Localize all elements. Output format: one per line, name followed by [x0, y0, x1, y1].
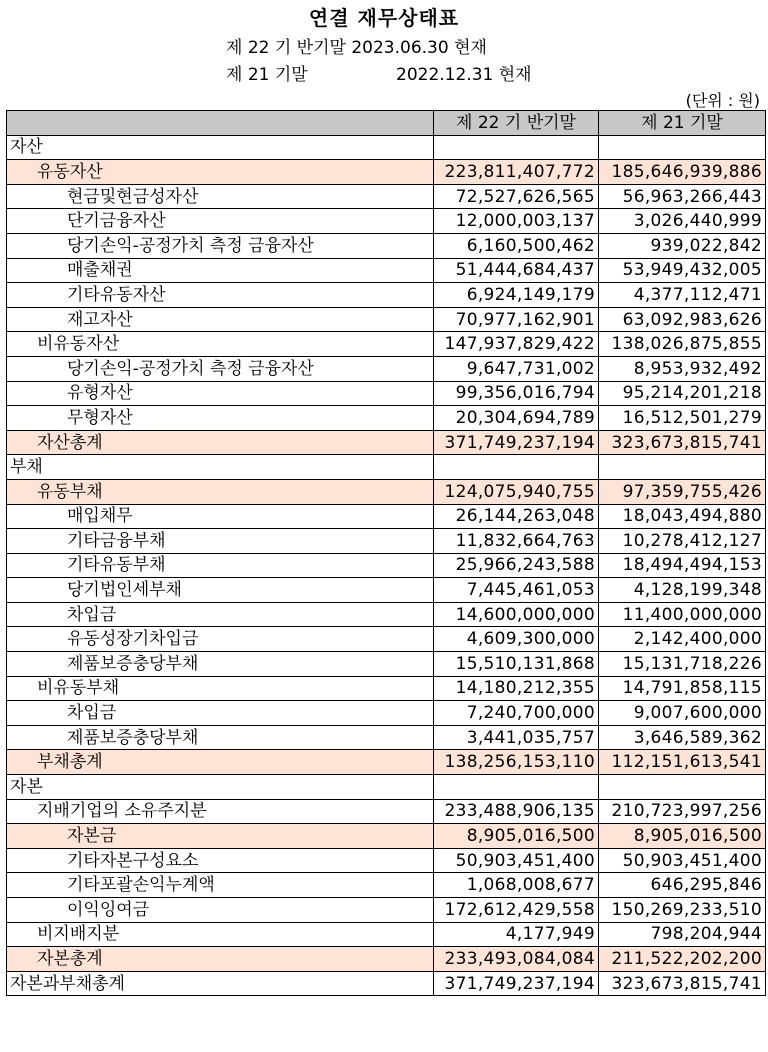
prior-period-value-cell: 97,359,755,426	[599, 479, 766, 504]
current-period-value-cell: 11,832,664,763	[434, 529, 599, 554]
current-period-value-cell: 70,977,162,901	[434, 307, 599, 332]
prior-period-value-cell: 323,673,815,741	[599, 971, 766, 996]
current-period-value-cell: 1,068,008,677	[434, 873, 599, 898]
account-name-cell: 매출채권	[7, 258, 434, 283]
account-name-cell: 부채	[7, 455, 434, 480]
account-name-cell: 유형자산	[7, 381, 434, 406]
table-row	[7, 824, 766, 849]
prior-period-value-cell: 210,723,997,256	[599, 799, 766, 824]
current-period-value-cell: 51,444,684,437	[434, 258, 599, 283]
prior-period-value-cell	[599, 775, 766, 800]
account-name-cell: 제품보증충당부채	[7, 652, 434, 677]
table-row	[7, 283, 766, 308]
prior-period-value-cell	[599, 455, 766, 480]
table-row	[7, 971, 766, 996]
account-name-cell: 지배기업의 소유주지분	[7, 799, 434, 824]
account-name-cell: 기타유동자산	[7, 283, 434, 308]
account-name-cell: 자산총계	[7, 430, 434, 455]
prior-period-value-cell: 14,791,858,115	[599, 676, 766, 701]
current-period-value-cell: 124,075,940,755	[434, 479, 599, 504]
table-row	[7, 529, 766, 554]
prior-period-value-cell: 112,151,613,541	[599, 750, 766, 775]
column-header-current: 제 22 기 반기말	[434, 111, 599, 136]
prior-period-value-cell: 211,522,202,200	[599, 947, 766, 972]
prior-period-value-cell: 63,092,983,626	[599, 307, 766, 332]
table-row	[7, 430, 766, 455]
current-period-value-cell: 7,445,461,053	[434, 578, 599, 603]
current-period-value-cell: 6,924,149,179	[434, 283, 599, 308]
account-name-cell: 비지배지분	[7, 922, 434, 947]
account-name-cell: 부채총계	[7, 750, 434, 775]
balance-sheet-table	[6, 110, 766, 996]
prior-period-value-cell: 11,400,000,000	[599, 602, 766, 627]
current-period-value-cell: 6,160,500,462	[434, 233, 599, 258]
account-name-cell: 단기금융자산	[7, 209, 434, 234]
column-header-prev: 제 21 기말	[599, 111, 766, 136]
prior-period-value-cell: 18,494,494,153	[599, 553, 766, 578]
table-row	[7, 553, 766, 578]
table-row	[7, 725, 766, 750]
current-period-value-cell: 20,304,694,789	[434, 406, 599, 431]
table-row	[7, 873, 766, 898]
current-period-value-cell: 50,903,451,400	[434, 848, 599, 873]
account-name-cell: 재고자산	[7, 307, 434, 332]
account-name-cell: 유동부채	[7, 479, 434, 504]
table-header-row	[7, 111, 766, 136]
account-name-cell: 제품보증충당부채	[7, 725, 434, 750]
current-period-value-cell: 99,356,016,794	[434, 381, 599, 406]
current-period-value-cell: 7,240,700,000	[434, 701, 599, 726]
prior-period-value-cell: 9,007,600,000	[599, 701, 766, 726]
table-row	[7, 209, 766, 234]
prior-period-value-cell: 16,512,501,279	[599, 406, 766, 431]
account-name-cell: 매입채무	[7, 504, 434, 529]
table-row	[7, 504, 766, 529]
prior-period-value-cell: 10,278,412,127	[599, 529, 766, 554]
table-row	[7, 307, 766, 332]
table-row	[7, 848, 766, 873]
current-period-value-cell	[434, 135, 599, 160]
prior-period-value-cell: 53,949,432,005	[599, 258, 766, 283]
account-name-cell: 자산	[7, 135, 434, 160]
current-period-value-cell: 233,488,906,135	[434, 799, 599, 824]
statement-title: 연결 재무상태표	[308, 6, 460, 30]
period-prev-date: 2022.12.31 현재	[396, 65, 532, 85]
current-period-value-cell	[434, 455, 599, 480]
prior-period-value-cell: 18,043,494,880	[599, 504, 766, 529]
table-body	[7, 135, 766, 996]
prior-period-value-cell: 138,026,875,855	[599, 332, 766, 357]
prior-period-value-cell: 3,646,589,362	[599, 725, 766, 750]
table-row	[7, 947, 766, 972]
account-name-cell: 기타자본구성요소	[7, 848, 434, 873]
period-current: 제 22 기 반기말 2023.06.30 현재	[226, 38, 487, 58]
table-row	[7, 332, 766, 357]
table-row	[7, 627, 766, 652]
prior-period-value-cell: 323,673,815,741	[599, 430, 766, 455]
prior-period-value-cell: 646,295,846	[599, 873, 766, 898]
prior-period-value-cell: 4,128,199,348	[599, 578, 766, 603]
account-name-cell: 당기법인세부채	[7, 578, 434, 603]
table-row	[7, 602, 766, 627]
account-name-cell: 자본금	[7, 824, 434, 849]
account-name-cell: 당기손익-공정가치 측정 금융자산	[7, 233, 434, 258]
account-name-cell: 유동성장기차입금	[7, 627, 434, 652]
current-period-value-cell: 26,144,263,048	[434, 504, 599, 529]
account-name-cell: 자본총계	[7, 947, 434, 972]
prior-period-value-cell: 8,953,932,492	[599, 356, 766, 381]
current-period-value-cell: 14,180,212,355	[434, 676, 599, 701]
current-period-value-cell: 14,600,000,000	[434, 602, 599, 627]
account-name-cell: 기타금융부채	[7, 529, 434, 554]
table-row	[7, 922, 766, 947]
prior-period-value-cell: 95,214,201,218	[599, 381, 766, 406]
current-period-value-cell: 9,647,731,002	[434, 356, 599, 381]
account-name-cell: 기타포괄손익누계액	[7, 873, 434, 898]
table-row	[7, 750, 766, 775]
account-name-cell: 당기손익-공정가치 측정 금융자산	[7, 356, 434, 381]
account-name-cell: 기타유동부채	[7, 553, 434, 578]
prior-period-value-cell	[599, 135, 766, 160]
table-row	[7, 184, 766, 209]
prior-period-value-cell: 939,022,842	[599, 233, 766, 258]
account-name-cell: 비유동자산	[7, 332, 434, 357]
table-row	[7, 135, 766, 160]
current-period-value-cell: 8,905,016,500	[434, 824, 599, 849]
table-row	[7, 455, 766, 480]
account-name-cell: 자본과부채총계	[7, 971, 434, 996]
table-row	[7, 701, 766, 726]
prior-period-value-cell: 15,131,718,226	[599, 652, 766, 677]
current-period-value-cell: 4,177,949	[434, 922, 599, 947]
table-row	[7, 652, 766, 677]
prior-period-value-cell: 8,905,016,500	[599, 824, 766, 849]
current-period-value-cell: 72,527,626,565	[434, 184, 599, 209]
current-period-value-cell: 147,937,829,422	[434, 332, 599, 357]
current-period-value-cell: 12,000,003,137	[434, 209, 599, 234]
table-row	[7, 356, 766, 381]
unit-label: (단위 : 원)	[685, 91, 760, 110]
account-name-cell: 이익잉여금	[7, 898, 434, 923]
prior-period-value-cell: 2,142,400,000	[599, 627, 766, 652]
prior-period-value-cell: 150,269,233,510	[599, 898, 766, 923]
current-period-value-cell: 371,749,237,194	[434, 971, 599, 996]
prior-period-value-cell: 185,646,939,886	[599, 160, 766, 185]
prior-period-value-cell: 4,377,112,471	[599, 283, 766, 308]
table-row	[7, 898, 766, 923]
current-period-value-cell: 223,811,407,772	[434, 160, 599, 185]
prior-period-value-cell: 798,204,944	[599, 922, 766, 947]
table-row	[7, 775, 766, 800]
prior-period-value-cell: 56,963,266,443	[599, 184, 766, 209]
current-period-value-cell: 15,510,131,868	[434, 652, 599, 677]
account-name-cell: 무형자산	[7, 406, 434, 431]
current-period-value-cell: 4,609,300,000	[434, 627, 599, 652]
current-period-value-cell: 3,441,035,757	[434, 725, 599, 750]
current-period-value-cell: 233,493,084,084	[434, 947, 599, 972]
current-period-value-cell: 25,966,243,588	[434, 553, 599, 578]
current-period-value-cell: 172,612,429,558	[434, 898, 599, 923]
table-row	[7, 676, 766, 701]
account-name-cell: 자본	[7, 775, 434, 800]
table-row	[7, 381, 766, 406]
account-name-cell: 유동자산	[7, 160, 434, 185]
table-row	[7, 578, 766, 603]
prior-period-value-cell: 3,026,440,999	[599, 209, 766, 234]
period-prev-label: 제 21 기말	[226, 65, 308, 85]
table-row	[7, 160, 766, 185]
prior-period-value-cell: 50,903,451,400	[599, 848, 766, 873]
table-row	[7, 406, 766, 431]
current-period-value-cell: 371,749,237,194	[434, 430, 599, 455]
account-name-cell: 차입금	[7, 602, 434, 627]
account-name-cell: 차입금	[7, 701, 434, 726]
table-row	[7, 233, 766, 258]
column-header-account	[7, 111, 434, 136]
account-name-cell: 비유동부채	[7, 676, 434, 701]
current-period-value-cell	[434, 775, 599, 800]
current-period-value-cell: 138,256,153,110	[434, 750, 599, 775]
table-row	[7, 258, 766, 283]
table-row	[7, 479, 766, 504]
account-name-cell: 현금및현금성자산	[7, 184, 434, 209]
table-row	[7, 799, 766, 824]
